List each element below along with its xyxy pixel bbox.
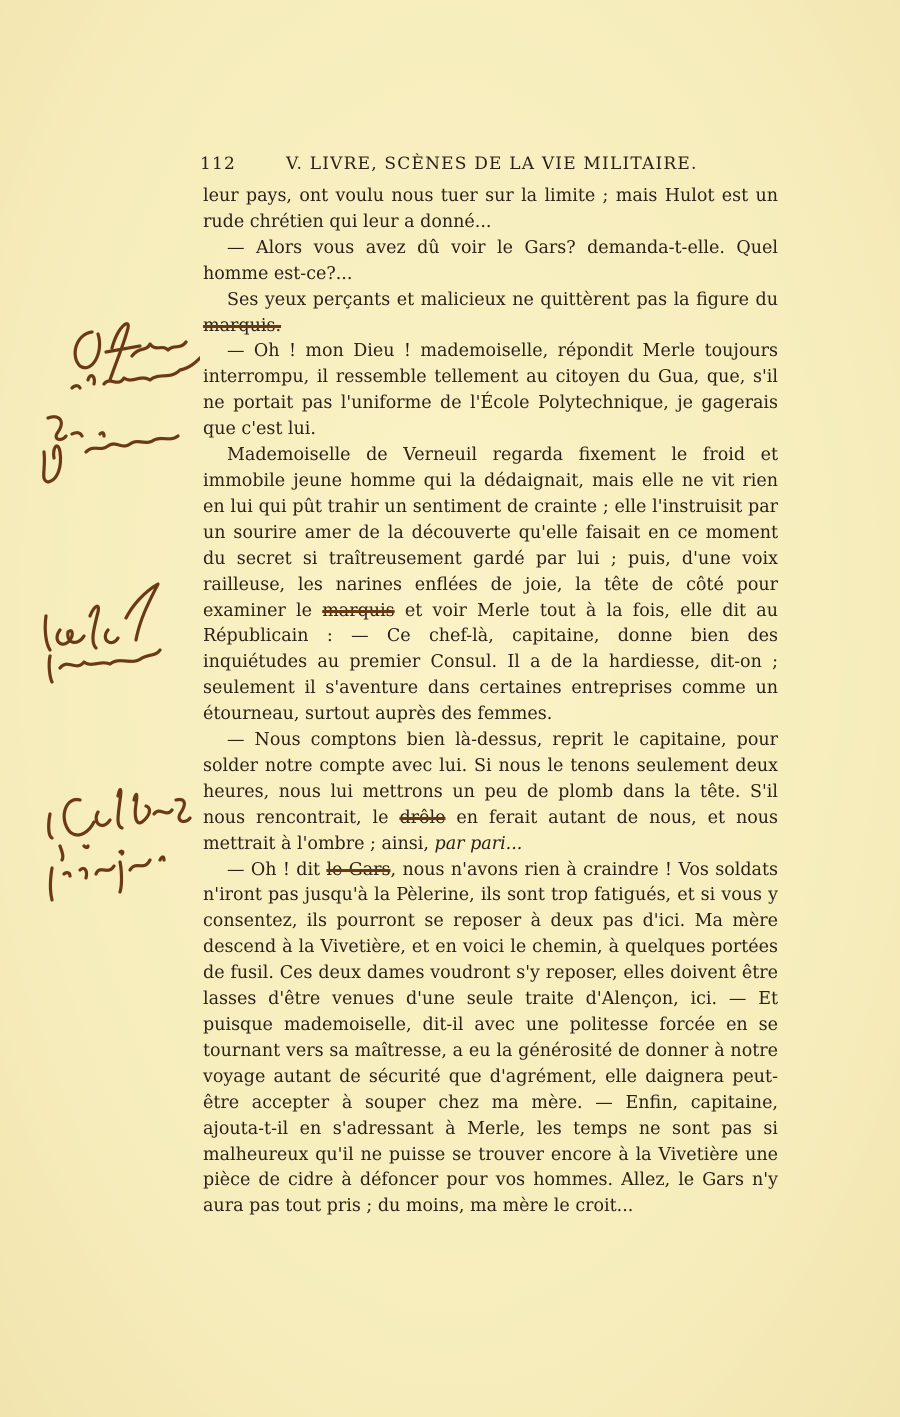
paragraph-2: — Alors vous avez dû voir le Gars? demanda-t-elle. Quel homme est-ce?... — [203, 237, 778, 284]
struck-word-le-gars: le Gars — [326, 859, 391, 880]
paragraph-6-italic: par pari... — [434, 833, 523, 854]
paragraph-4: — Oh ! mon Dieu ! mademoiselle, répondit Merle toujours interrompu, il ressemble tellement au citoyen du Gua, que, s'il ne portait pas l'uniforme de l'École Polytechnique, je gagerais que c'est lui. — [203, 341, 778, 440]
paragraph-1: leur pays, ont voulu nous tuer sur la limite ; mais Hulot est un rude chrétien qui leur a donné... — [203, 186, 778, 232]
margin-note-4 — [49, 790, 190, 900]
paragraph-7-text-a: — Oh ! dit — [227, 859, 327, 880]
paragraph-3 — [203, 288, 778, 340]
paragraph-6 — [203, 728, 778, 858]
paragraph-7-text-b: , nous n'avons rien à craindre ! Vos soldats n'iront pas jusqu'à la Pèlerine, ils sont trop fatigués, et si vous y consentez, ils pourront se reposer à deux pas d'ici. Ma mère descend à la Vivetière, et en voici le chemin, à quelques portées de fusil. Ces deux dames voudront s'y reposer, elles doivent être lasses d'être venues d'une seule traite d'Alençon, ici. — Et puisque mademoiselle, dit-il avec une politesse forcée en se tournant vers sa maîtresse, a eu la générosité de donner à notre voyage autant de sécurité que d'agrément, elle daignera peut-être accepter à souper chez ma mère. — Enfin, capitaine, ajouta-t-il en s'adressant à Merle, les temps ne sont pas si malheureux qu'il ne puisse se trouver encore à la Vivetière une pièce de cidre à défoncer pour vos hommes. Allez, le Gars n'y aura pas tout pris ; du moins, ma mère le croit... — [203, 859, 778, 1217]
paragraph-5 — [203, 443, 778, 728]
paragraph-6-text-b: en ferait autant de nous, et nous mettrait à l'ombre ; ainsi, — [203, 807, 778, 854]
struck-word-drole: drôle — [399, 807, 446, 828]
running-header — [200, 154, 778, 180]
manuscript-margin-notes — [0, 0, 200, 1417]
paragraph-7 — [203, 858, 778, 1221]
paragraph-5-text-b: et voir Merle tout à la fois, elle dit au Républicain : — Ce chef-là, capitaine, donne bien des inquiétudes au premier Consul. Il a de la hardiesse, dit-on ; seulement il s'aventure dans certaines entreprises comme un étourneau, surtout auprès des femmes. — [203, 600, 778, 725]
paragraph-6-text-a: — Nous comptons bien là-dessus, reprit le capitaine, pour solder notre compte avec lui. Si nous le tenons seulement deux heures, nous lui mettrons un peu de plomb dans la tête. S'il nous rencontrait, le — [203, 730, 778, 828]
margin-note-2 — [44, 417, 178, 482]
struck-word-marquis-2: marquis — [322, 600, 395, 621]
body-text — [203, 184, 778, 1220]
struck-word-marquis-1: marquis. — [203, 315, 282, 336]
margin-note-3 — [45, 584, 160, 682]
handwritten-annotations — [0, 0, 200, 1417]
page-number: 112 — [200, 154, 237, 174]
margin-note-1 — [72, 324, 200, 388]
paragraph-3-text: Ses yeux perçants et malicieux ne quittèrent pas la figure du — [227, 289, 778, 310]
paragraph-5-text-a: Mademoiselle de Verneuil regarda fixement le froid et immobile jeune homme qui la dédaignait, mais elle ne vit rien en lui qui pût trahir un sentiment de crainte ; elle l'instruisit par un sourire amer de la découverte qu'elle faisait en ce moment du secret si traîtreusement gardé par lui ; puis, d'une voix railleuse, les narines enflées de joie, la tête de côté pour examiner le — [203, 445, 778, 621]
running-title: V. LIVRE, SCÈNES DE LA VIE MILITAIRE. — [286, 154, 698, 174]
